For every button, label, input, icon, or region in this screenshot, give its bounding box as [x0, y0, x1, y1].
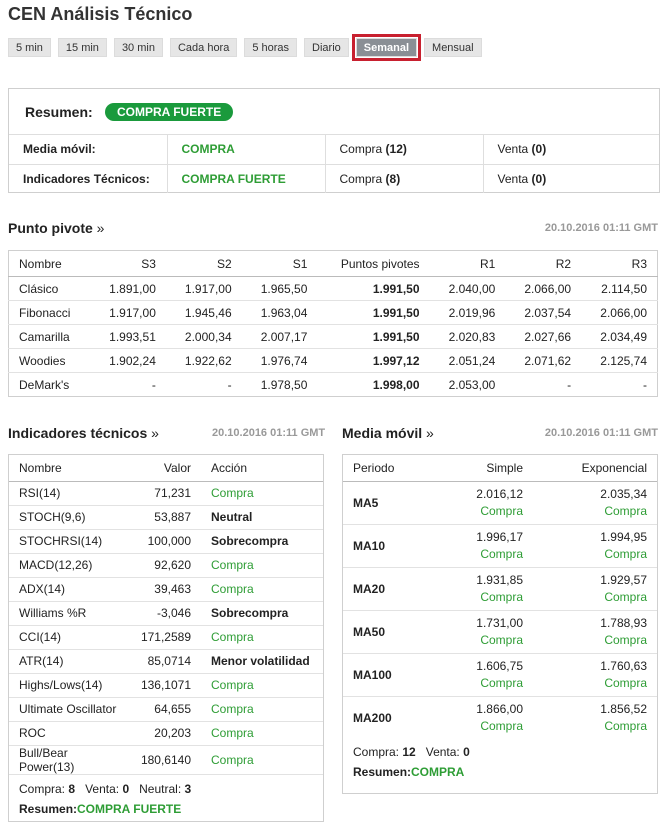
- ma-exp-cell: [533, 696, 657, 739]
- ma-simple-action: Compra: [480, 546, 523, 561]
- ma-period: MA200: [353, 710, 392, 725]
- summary-row-name: Media móvil:: [9, 135, 167, 164]
- summary-label: Resumen:: [19, 801, 78, 816]
- ma-simple-action: Compra: [480, 675, 523, 690]
- table-row: [9, 481, 323, 505]
- table-cell: 2.066,00: [505, 277, 581, 301]
- timeframe-selector: [8, 38, 489, 57]
- indicator-value: 53,887: [129, 505, 201, 529]
- table-cell: 2.125,74: [581, 349, 657, 373]
- sell-count: (0): [531, 142, 547, 157]
- table-row: [9, 325, 658, 349]
- table-row: [9, 601, 323, 625]
- table-row: [9, 373, 658, 397]
- ma-exp-action: Compra: [604, 589, 647, 604]
- indicator-name: Williams %R: [9, 601, 129, 625]
- neutral-label: Neutral:: [139, 781, 182, 796]
- buy-label: Compra:: [19, 781, 66, 796]
- indicator-value: 92,620: [129, 553, 201, 577]
- ma-exp-value: 1.788,93: [600, 615, 647, 630]
- table-cell: 1.993,51: [90, 325, 166, 349]
- summary-panel: [8, 88, 660, 193]
- table-cell: 1.963,04: [242, 301, 318, 325]
- table-cell: 2.034,49: [581, 325, 657, 349]
- indicator-action: Compra: [201, 553, 323, 577]
- ma-simple-cell: [443, 567, 533, 610]
- indicators-counts: [19, 782, 323, 796]
- indicator-name: ATR(14): [9, 649, 129, 673]
- neutral-count: 3: [184, 781, 192, 796]
- table-row: [9, 553, 323, 577]
- ma-exp-value: 2.035,34: [600, 486, 647, 501]
- column-header: S2: [166, 251, 242, 277]
- table-row: [343, 481, 657, 524]
- ma-exp-value: 1.929,57: [600, 572, 647, 587]
- indicator-action: Compra: [201, 625, 323, 649]
- summary-header: [9, 89, 659, 135]
- indicator-action: Compra: [201, 577, 323, 601]
- ma-simple-cell: [443, 696, 533, 739]
- indicator-name: ROC: [9, 721, 129, 745]
- page-title: CEN Análisis Técnico: [8, 4, 193, 24]
- table-row: [9, 505, 323, 529]
- indicator-value: 171,2589: [129, 625, 201, 649]
- indicator-action: Sobrecompra: [201, 601, 323, 625]
- table-cell: 1.917,00: [166, 277, 242, 301]
- summary-value: COMPRA FUERTE: [77, 801, 182, 816]
- summary-row-signal: COMPRA FUERTE: [167, 164, 325, 193]
- ma-timestamp: 20.10.2016 01:11 GMT: [544, 427, 658, 439]
- table-row: [343, 653, 657, 696]
- table-cell: 2.000,34: [166, 325, 242, 349]
- table-cell: 2.051,24: [430, 349, 506, 373]
- summary-row-name: Indicadores Técnicos:: [9, 164, 167, 193]
- table-row: [343, 524, 657, 567]
- summary-label: Resumen:: [353, 765, 412, 779]
- ma-simple-cell: [443, 481, 533, 524]
- ma-simple-value: 1.731,00: [476, 615, 523, 630]
- indicator-action: Compra: [211, 752, 254, 767]
- buy-label: Compra: [339, 142, 383, 157]
- table-row: [9, 577, 323, 601]
- table-cell: 1.991,50: [317, 301, 429, 325]
- indicators-section-title[interactable]: [8, 425, 159, 441]
- table-cell: 1.917,00: [90, 301, 166, 325]
- indicator-value: -3,046: [129, 601, 201, 625]
- sell-count: 0: [122, 781, 130, 796]
- indicators-table: [9, 455, 323, 774]
- timeframe-button[interactable]: 15 min: [58, 38, 107, 57]
- summary-badge: COMPRA FUERTE: [105, 103, 233, 121]
- table-cell: 2.066,00: [581, 301, 657, 325]
- table-cell: 1.998,00: [372, 377, 420, 392]
- column-header: Exponencial: [533, 455, 657, 481]
- summary-buy-cell: [325, 135, 483, 164]
- ma-footer: [343, 739, 657, 779]
- indicator-name: Ultimate Oscillator: [9, 697, 129, 721]
- buy-count: 8: [68, 781, 76, 796]
- table-cell: 1.965,50: [242, 277, 318, 301]
- table-cell: 1.991,50: [317, 277, 429, 301]
- indicator-value: 39,463: [129, 577, 201, 601]
- pivot-more-icon[interactable]: »: [96, 220, 105, 236]
- table-cell: 1.891,00: [90, 277, 166, 301]
- ma-period: MA50: [343, 610, 443, 653]
- summary-row-ma: [9, 135, 659, 164]
- column-header: Puntos pivotes: [317, 251, 429, 277]
- ma-simple-cell: [443, 524, 533, 567]
- summary-buy-cell: [325, 164, 483, 193]
- table-cell: 1.976,74: [242, 349, 318, 373]
- sell-count: (0): [531, 171, 547, 186]
- ma-period: MA10: [343, 524, 443, 567]
- ma-section-title[interactable]: [342, 425, 434, 441]
- indicators-more-icon[interactable]: »: [151, 425, 159, 441]
- indicator-name: CCI(14): [9, 625, 129, 649]
- sell-label: Venta:: [425, 745, 460, 759]
- timeframe-button[interactable]: 5 horas: [244, 38, 297, 57]
- indicator-action: Sobrecompra: [201, 529, 323, 553]
- column-header: S1: [242, 251, 318, 277]
- table-cell: 1.991,50: [317, 325, 429, 349]
- indicator-action: Neutral: [201, 505, 323, 529]
- indicator-value: 71,231: [129, 481, 201, 505]
- indicator-value: 64,655: [129, 697, 201, 721]
- timeframe-button[interactable]: 30 min: [114, 38, 163, 57]
- table-row: [343, 696, 657, 739]
- indicator-value: 180,6140: [140, 752, 191, 767]
- table-cell: -: [227, 377, 232, 392]
- table-row: [9, 697, 323, 721]
- table-cell: DeMark's: [19, 377, 70, 392]
- ma-more-icon[interactable]: »: [426, 425, 434, 441]
- indicator-name: Highs/Lows(14): [9, 673, 129, 697]
- table-cell: -: [643, 377, 647, 392]
- table-cell: Clásico: [9, 277, 91, 301]
- ma-panel: [342, 454, 658, 794]
- ma-counts: [353, 745, 657, 759]
- column-header: Acción: [201, 455, 323, 481]
- indicator-action: Compra: [201, 481, 323, 505]
- ma-exp-action: Compra: [604, 503, 647, 518]
- indicator-value: 100,000: [129, 529, 201, 553]
- column-header: R2: [505, 251, 581, 277]
- ma-simple-value: 1.606,75: [476, 658, 523, 673]
- ma-exp-cell: [533, 567, 657, 610]
- table-row: [9, 721, 323, 745]
- ma-simple-cell: [443, 653, 533, 696]
- ma-exp-action: Compra: [604, 675, 647, 690]
- pivot-section-title[interactable]: [8, 220, 104, 236]
- table-row: [9, 625, 323, 649]
- indicator-action: Compra: [201, 697, 323, 721]
- pivot-title-text[interactable]: Punto pivote: [8, 220, 93, 236]
- ma-title-text[interactable]: Media móvil: [342, 425, 423, 441]
- indicators-timestamp: 20.10.2016 01:11 GMT: [212, 427, 326, 439]
- column-header: Nombre: [9, 455, 129, 481]
- indicator-value: 20,203: [129, 721, 201, 745]
- buy-label: Compra:: [353, 745, 400, 759]
- buy-count: (12): [385, 142, 407, 157]
- ma-exp-value: 1.856,52: [600, 701, 647, 716]
- sell-count: 0: [463, 745, 470, 759]
- table-row: [9, 529, 323, 553]
- column-header: Simple: [443, 455, 533, 481]
- table-cell: Fibonacci: [9, 301, 91, 325]
- indicator-value: 136,1071: [129, 673, 201, 697]
- table-cell: 2.071,62: [505, 349, 581, 373]
- ma-simple-action: Compra: [480, 503, 523, 518]
- indicator-name: Bull/Bear Power(13): [19, 745, 75, 774]
- summary-table: [9, 135, 659, 193]
- buy-count: (8): [385, 171, 401, 186]
- timeframe-button[interactable]: Mensual: [424, 38, 482, 57]
- summary-sell-cell: [483, 164, 659, 193]
- table-cell: 1.945,46: [166, 301, 242, 325]
- ma-simple-cell: [443, 610, 533, 653]
- ma-exp-value: 1.994,95: [600, 529, 647, 544]
- table-row: [9, 649, 323, 673]
- ma-period: MA20: [343, 567, 443, 610]
- sell-label: Venta: [497, 171, 529, 186]
- table-cell: 1.902,24: [90, 349, 166, 373]
- timeframe-button[interactable]: Cada hora: [170, 38, 237, 57]
- sell-label: Venta:: [85, 781, 120, 796]
- table-cell: 2.027,66: [505, 325, 581, 349]
- table-cell: 1.997,12: [317, 349, 429, 373]
- ma-exp-action: Compra: [604, 546, 647, 561]
- ma-exp-action: Compra: [604, 718, 647, 733]
- summary-label: Resumen:: [25, 104, 93, 120]
- indicator-action: Compra: [201, 721, 323, 745]
- ma-simple-value: 2.016,12: [476, 486, 523, 501]
- column-header: R3: [581, 251, 657, 277]
- table-cell: 1.978,50: [260, 377, 308, 392]
- indicators-footer: [9, 774, 323, 816]
- summary-row-signal: COMPRA: [167, 135, 325, 164]
- table-cell: -: [567, 377, 572, 392]
- indicator-action: Menor volatilidad: [201, 649, 323, 673]
- ma-exp-value: 1.760,63: [600, 658, 647, 673]
- summary-row-indicators: [9, 164, 659, 193]
- ma-simple-action: Compra: [480, 589, 523, 604]
- table-cell: 2.114,50: [581, 277, 657, 301]
- table-row: [343, 610, 657, 653]
- ma-period: MA5: [343, 481, 443, 524]
- table-cell: -: [151, 377, 156, 392]
- ma-exp-cell: [533, 610, 657, 653]
- column-header: Nombre: [9, 251, 91, 277]
- indicators-panel: [8, 454, 324, 822]
- table-cell: 2.019,96: [430, 301, 506, 325]
- pivot-timestamp: 20.10.2016 01:11 GMT: [544, 222, 658, 234]
- ma-simple-value: 1.866,00: [476, 701, 523, 716]
- table-cell: 2.037,54: [505, 301, 581, 325]
- table-row: [9, 301, 658, 325]
- table-cell: 2.040,00: [430, 277, 506, 301]
- table-cell: 2.053,00: [448, 377, 496, 392]
- ma-simple-value: 1.996,17: [476, 529, 523, 544]
- ma-table: [343, 455, 657, 739]
- timeframe-button[interactable]: Diario: [304, 38, 349, 57]
- indicator-name: STOCH(9,6): [9, 505, 129, 529]
- ma-simple-action: Compra: [480, 632, 523, 647]
- table-cell: 1.922,62: [166, 349, 242, 373]
- indicator-name: ADX(14): [9, 577, 129, 601]
- column-header: Valor: [129, 455, 201, 481]
- column-header: Periodo: [343, 455, 443, 481]
- ma-simple-value: 1.931,85: [476, 572, 523, 587]
- table-row: [343, 567, 657, 610]
- buy-count: 12: [402, 745, 416, 759]
- ma-period: MA100: [343, 653, 443, 696]
- pivot-table: [8, 250, 658, 397]
- column-header: R1: [430, 251, 506, 277]
- indicator-value: 85,0714: [129, 649, 201, 673]
- table-row: [9, 349, 658, 373]
- table-cell: Camarilla: [9, 325, 91, 349]
- timeframe-button[interactable]: Semanal: [356, 38, 417, 57]
- ma-exp-cell: [533, 481, 657, 524]
- timeframe-button[interactable]: 5 min: [8, 38, 51, 57]
- ma-exp-cell: [533, 653, 657, 696]
- indicator-name: RSI(14): [9, 481, 129, 505]
- sell-label: Venta: [497, 142, 529, 157]
- table-row: [9, 745, 323, 774]
- summary-value: COMPRA: [411, 765, 465, 779]
- indicators-summary: [19, 802, 323, 816]
- ma-simple-action: Compra: [480, 718, 523, 733]
- buy-label: Compra: [339, 171, 383, 186]
- indicator-name: STOCHRSI(14): [9, 529, 129, 553]
- summary-sell-cell: [483, 135, 659, 164]
- ma-exp-cell: [533, 524, 657, 567]
- column-header: S3: [90, 251, 166, 277]
- table-row: [9, 277, 658, 301]
- indicators-title-text[interactable]: Indicadores técnicos: [8, 425, 148, 441]
- table-cell: 2.020,83: [430, 325, 506, 349]
- indicator-name: MACD(12,26): [9, 553, 129, 577]
- ma-exp-action: Compra: [604, 632, 647, 647]
- table-cell: 2.007,17: [242, 325, 318, 349]
- table-cell: Woodies: [9, 349, 91, 373]
- indicator-action: Compra: [201, 673, 323, 697]
- ma-summary: [353, 765, 657, 779]
- table-row: [9, 673, 323, 697]
